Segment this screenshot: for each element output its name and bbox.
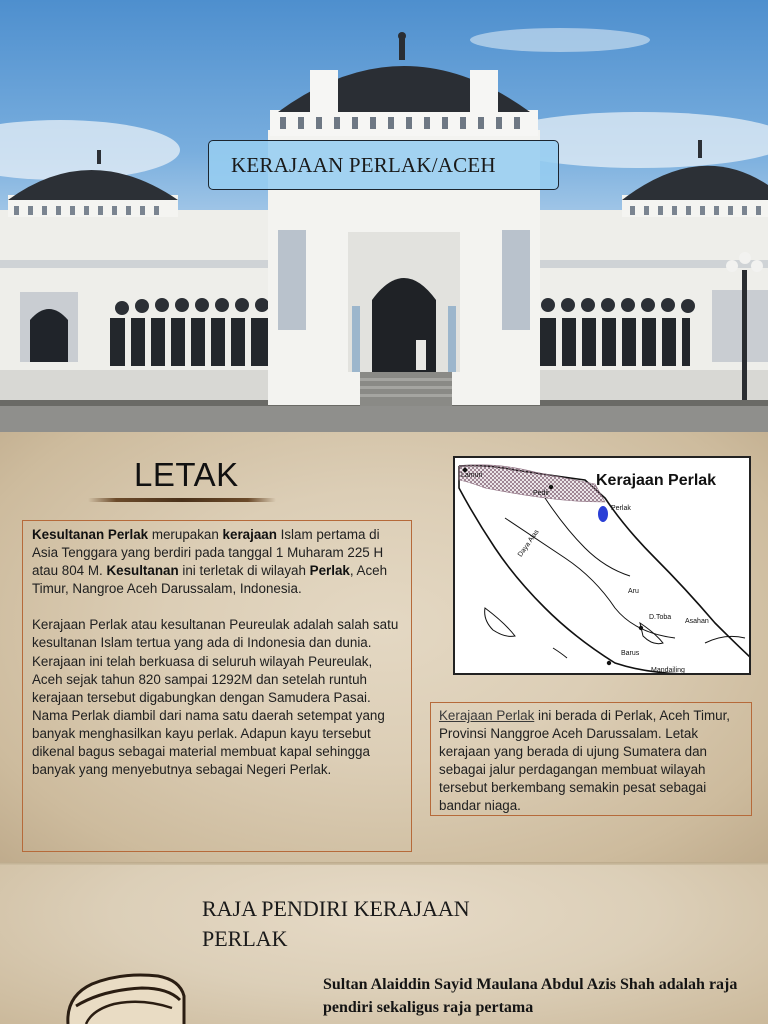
- map-label-barus: Barus: [621, 650, 640, 657]
- bold-term: Kesultanan: [106, 563, 179, 579]
- text-run: ini terletak di wilayah: [178, 563, 310, 579]
- map-label-mandailing: Mandailing: [651, 667, 685, 674]
- text-run: , Aceh Timur, Nangroe Aceh Darussalam, Indonesia.: [32, 563, 388, 597]
- heading-underline: [88, 498, 276, 502]
- letak-heading: LETAK: [134, 456, 239, 493]
- kerajaan-perlak-link[interactable]: Kerajaan Perlak: [439, 708, 535, 723]
- map-label-aru: Aru: [628, 588, 639, 595]
- mosque-illustration: [0, 0, 768, 432]
- bold-term: Perlak: [309, 563, 350, 579]
- map-label-asahan: Asahan: [685, 618, 709, 625]
- location-note-box: [430, 702, 752, 816]
- map-title: Kerajaan Perlak: [596, 472, 717, 489]
- letak-description-box: [22, 520, 412, 852]
- letak-paragraph-2: Kerajaan Perlak atau kesultanan Peureulak adalah salah satu kesultanan Islam tertua yang ada di Indonesia dan dunia. Kerajaan ini telah berkuasa di seluruh wilayah Peureulak, Aceh sejak tahun 820 sampai 1292M dan setelah runtuh kerajaan tersebut digabungkan dengan Samudera Pasai.: [32, 617, 399, 705]
- location-note-text: ini berada di Perlak, Aceh Timur, Provinsi Nanggroe Aceh Darussalam. Letak kerajaan yang berada di ujung Sumatera dan sebagai jalur perdagangan membuat wilayah tersebut berkembang semakin pesat sebagai bandar niaga.: [439, 708, 731, 814]
- perlak-map: [453, 456, 751, 675]
- bold-term: Kesultanan Perlak: [32, 527, 149, 542]
- letak-paragraph-1: [32, 526, 403, 598]
- map-label-perlak: Perlak: [611, 505, 631, 512]
- sumatra-map-outline: [455, 458, 751, 675]
- map-label-d-toba: D.Toba: [649, 614, 672, 621]
- map-label-daya-alas: Daya Alas: [516, 528, 541, 559]
- text-run: Islam pertama di Asia Tenggara yang berdiri pada tanggal 1 Muharam 225 H atau 804 M.: [32, 527, 384, 579]
- hat-icon: [62, 966, 192, 1024]
- text-run: merupakan: [148, 527, 223, 542]
- raja-heading: RAJA PENDIRI KERAJAAN PERLAK: [202, 896, 470, 951]
- letak-paragraph-3: Nama Perlak diambil dari nama satu daerah setempat yang banyak menghasilkan kayu perlak. Adapun kayu tersebut dikenal bagus sebagai material membuat kapal sehingga banyak yang menyebutnya sebagai Negeri Perlak.: [32, 707, 385, 778]
- map-label-pedir: Pedir: [533, 490, 550, 497]
- page-title: KERAJAAN PERLAK/ACEH: [208, 140, 559, 190]
- raja-description: Sultan Alaiddin Sayid Maulana Abdul Azis Shah adalah raja pendiri sekaligus raja pertama: [323, 976, 738, 1016]
- map-label-lamuri: Lamuri: [461, 472, 483, 479]
- hero-mosque-photo: [0, 0, 768, 432]
- bold-term: kerajaan: [222, 527, 277, 542]
